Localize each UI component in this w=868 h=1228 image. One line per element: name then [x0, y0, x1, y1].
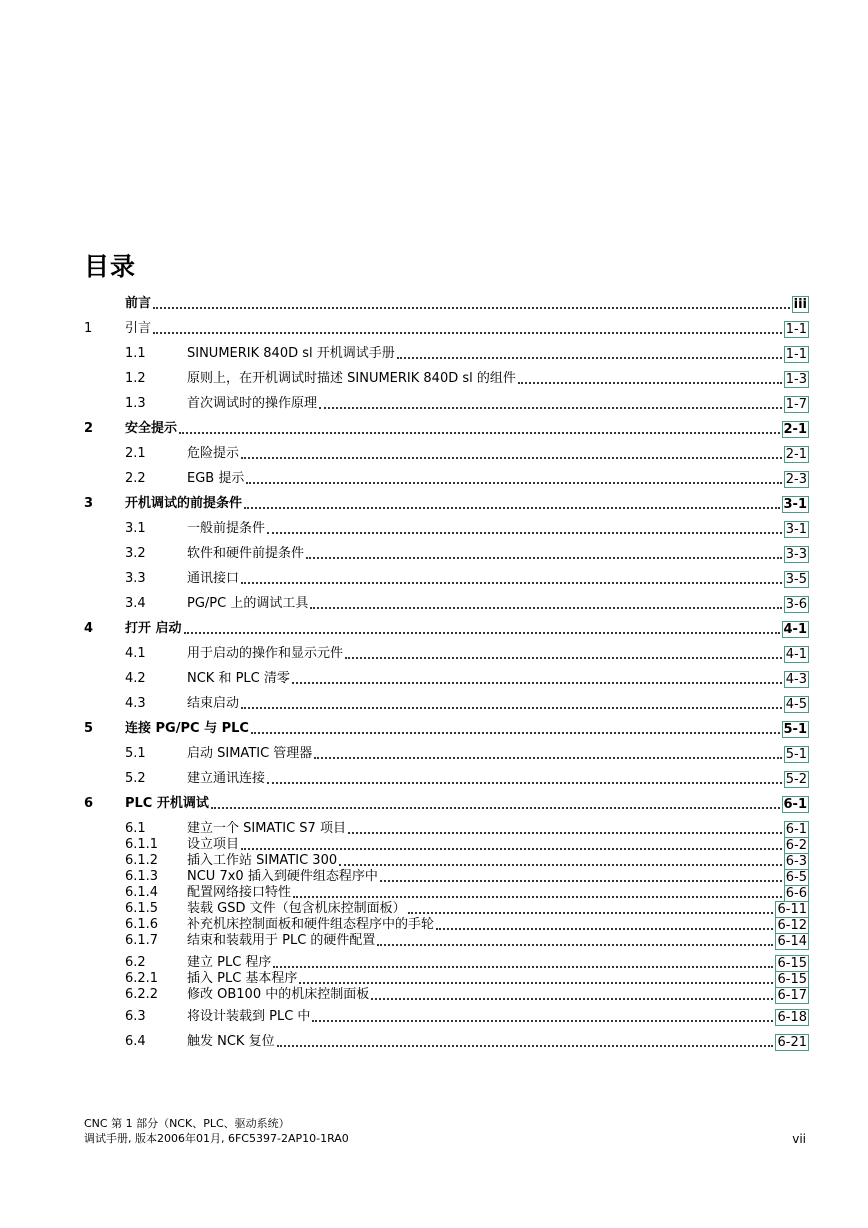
- toc-entry-number: 3: [84, 496, 94, 511]
- toc-entry-title[interactable]: 装载 GSD 文件（包含机床控制面板）: [187, 901, 406, 916]
- dot-leader: [293, 896, 782, 898]
- toc-entry[interactable]: [84, 313, 809, 338]
- toc-entry-title[interactable]: 触发 NCK 复位: [187, 1034, 275, 1049]
- toc-entry[interactable]: [84, 663, 809, 688]
- toc-entry-number: 3.1: [125, 521, 146, 536]
- dot-leader: [153, 332, 782, 334]
- toc-page-link[interactable]: 6-3: [785, 854, 807, 869]
- toc-entry[interactable]: [84, 934, 809, 950]
- toc-page-link[interactable]: 2-3: [785, 472, 807, 487]
- toc-entry[interactable]: [84, 902, 809, 918]
- toc-entry[interactable]: [84, 950, 809, 972]
- toc-entry[interactable]: [84, 988, 809, 1004]
- toc-entry-number: 4.1: [125, 646, 146, 661]
- toc-page-link[interactable]: 5-2: [785, 772, 807, 787]
- dot-leader: [251, 732, 780, 734]
- dot-leader: [306, 557, 782, 559]
- footer-page-number: vii: [792, 1132, 806, 1146]
- toc-entry[interactable]: [84, 638, 809, 663]
- dot-leader: [436, 928, 773, 930]
- toc-page-link[interactable]: 1-1: [785, 322, 807, 337]
- toc-entry-title[interactable]: PG/PC 上的调试工具: [187, 596, 309, 611]
- toc-entry-title[interactable]: 设立项目: [187, 837, 240, 852]
- toc-entry-number: 6.1.5: [125, 901, 159, 916]
- toc-page-link[interactable]: 3-1: [783, 497, 807, 512]
- toc-entry[interactable]: [84, 838, 809, 854]
- toc-entry-number: 6.1.1: [125, 837, 159, 852]
- toc-entry-title[interactable]: NCU 7x0 插入到硬件组态程序中: [187, 869, 378, 884]
- dot-leader: [184, 632, 780, 634]
- toc-entry[interactable]: [84, 788, 809, 813]
- toc-page-link[interactable]: 6-15: [777, 972, 807, 987]
- toc-entry-number: 4.2: [125, 671, 146, 686]
- toc-entry-title[interactable]: 开机调试的前提条件: [125, 496, 243, 511]
- toc-entry-title[interactable]: 建立通讯连接: [187, 771, 266, 786]
- toc-entry[interactable]: [84, 854, 809, 870]
- page-title: 目录: [84, 252, 137, 281]
- toc-entry[interactable]: [84, 563, 809, 588]
- footer-line-2: 调试手册, 版本2006年01月, 6FC5397-2AP10-1RA0: [84, 1132, 349, 1145]
- toc-page-link[interactable]: iii: [793, 297, 807, 312]
- toc-entry[interactable]: [84, 463, 809, 488]
- dot-leader: [339, 864, 782, 866]
- toc-entry[interactable]: [84, 972, 809, 988]
- toc-entry[interactable]: [84, 538, 809, 563]
- dot-leader: [246, 482, 781, 484]
- toc-entry-title[interactable]: 补充机床控制面板和硬件组态程序中的手轮: [187, 917, 435, 932]
- toc-entry-number: 2.2: [125, 471, 146, 486]
- toc-page-link[interactable]: 1-1: [785, 347, 807, 362]
- dot-leader: [380, 880, 782, 882]
- toc-page-link[interactable]: 5-1: [783, 722, 807, 737]
- toc-entry-title[interactable]: PLC 开机调试: [125, 796, 209, 811]
- toc-entry[interactable]: [84, 613, 809, 638]
- toc-entry-title[interactable]: 引言: [125, 321, 152, 336]
- toc-entry-title[interactable]: 插入工作站 SIMATIC 300: [187, 853, 338, 868]
- toc-entry-title[interactable]: 修改 OB100 中的机床控制面板: [187, 987, 370, 1002]
- toc-entry[interactable]: [84, 1004, 809, 1026]
- toc-page-link[interactable]: 1-3: [785, 372, 807, 387]
- dot-leader: [241, 582, 782, 584]
- dot-leader: [241, 457, 782, 459]
- toc-entry-number: 6.1.3: [125, 869, 159, 884]
- toc-page-link[interactable]: 6-5: [785, 870, 807, 885]
- dot-leader: [241, 848, 782, 850]
- dot-leader: [267, 532, 782, 534]
- dot-leader: [211, 807, 780, 809]
- toc-page-link[interactable]: 3-3: [785, 547, 807, 562]
- dot-leader: [319, 407, 782, 409]
- toc-page-link[interactable]: 2-1: [785, 447, 807, 462]
- toc-entry-number: 6.2.2: [125, 987, 159, 1002]
- dot-leader: [241, 707, 782, 709]
- toc-entry-title[interactable]: 配置网络接口特性: [187, 885, 292, 900]
- toc-page-link[interactable]: 5-1: [785, 747, 807, 762]
- toc-page-link[interactable]: 6-1: [783, 797, 807, 812]
- toc-entry-number: 1.3: [125, 396, 146, 411]
- dot-leader: [408, 912, 774, 914]
- toc-page-link[interactable]: 2-1: [783, 422, 807, 437]
- toc-entry[interactable]: [84, 713, 809, 738]
- toc-page-link[interactable]: 6-14: [777, 934, 807, 949]
- toc-entry-number: 1: [84, 321, 93, 336]
- toc-page-link[interactable]: 3-5: [785, 572, 807, 587]
- toc-entry-number: 2: [84, 421, 94, 436]
- toc-entry-title[interactable]: 插入 PLC 基本程序: [187, 971, 298, 986]
- toc-entry-number: 6.1.2: [125, 853, 159, 868]
- toc-page-link[interactable]: 1-7: [785, 397, 807, 412]
- toc-entry-number: 6.4: [125, 1034, 146, 1049]
- dot-leader: [371, 998, 773, 1000]
- footer: [84, 1116, 349, 1146]
- toc-entry-number: 6.2.1: [125, 971, 159, 986]
- toc-entry-title[interactable]: 结束和装载用于 PLC 的硬件配置: [187, 933, 376, 948]
- toc-page-link[interactable]: 6-6: [785, 886, 807, 901]
- toc-entry-title[interactable]: 原则上，在开机调试时描述 SINUMERIK 840D sl 的组件: [187, 371, 516, 386]
- toc-page-link[interactable]: 6-1: [785, 822, 807, 837]
- footer-line-1: CNC 第 1 部分（NCK、PLC、驱动系统）: [84, 1117, 290, 1130]
- dot-leader: [314, 757, 781, 759]
- toc-page-link[interactable]: 4-3: [785, 672, 807, 687]
- toc-page-link[interactable]: 6-18: [777, 1010, 807, 1025]
- toc-page-link[interactable]: 3-6: [785, 597, 807, 612]
- toc-entry-title[interactable]: 打开 启动: [125, 621, 182, 636]
- toc-entry-title[interactable]: 用于启动的操作和显示元件: [187, 646, 344, 661]
- toc-entry-title[interactable]: 通讯接口: [187, 571, 240, 586]
- dot-leader: [277, 1045, 774, 1047]
- toc-entry[interactable]: [84, 363, 809, 388]
- toc-entry-title[interactable]: 首次调试时的操作原理: [187, 396, 318, 411]
- toc-entry-title[interactable]: EGB 提示: [187, 471, 245, 486]
- toc-entry[interactable]: [84, 918, 809, 934]
- dot-leader: [397, 357, 782, 359]
- toc-entry[interactable]: [84, 388, 809, 413]
- toc-entry-number: 1.2: [125, 371, 146, 386]
- toc-entry-title[interactable]: 将设计装载到 PLC 中: [187, 1009, 311, 1024]
- dot-leader: [312, 1020, 773, 1022]
- toc-entry-number: 3.4: [125, 596, 146, 611]
- dot-leader: [153, 307, 790, 309]
- toc-entry-number: 6: [84, 796, 94, 811]
- toc-entry-number: 6.2: [125, 955, 146, 970]
- toc-entry-number: 5.1: [125, 746, 146, 761]
- toc-entry[interactable]: [84, 438, 809, 463]
- dot-leader: [244, 507, 779, 509]
- toc-entry[interactable]: [84, 288, 809, 313]
- toc-page-link[interactable]: 6-15: [777, 956, 807, 971]
- dot-leader: [377, 944, 773, 946]
- toc-entry-title[interactable]: 前言: [125, 296, 152, 311]
- toc-entry[interactable]: [84, 813, 809, 838]
- toc-entry[interactable]: [84, 886, 809, 902]
- toc-page-link[interactable]: 3-1: [785, 522, 807, 537]
- toc-entry-title[interactable]: 安全提示: [125, 421, 178, 436]
- toc-entry-title[interactable]: 软件和硬件前提条件: [187, 546, 305, 561]
- toc-entry[interactable]: [84, 688, 809, 713]
- toc-entry-number: 3.3: [125, 571, 146, 586]
- toc-entry-number: 6.1: [125, 821, 146, 836]
- toc-entry[interactable]: [84, 513, 809, 538]
- toc-entry-title[interactable]: 结束启动: [187, 696, 240, 711]
- dot-leader: [518, 382, 782, 384]
- toc-entry[interactable]: [84, 588, 809, 613]
- toc-entry-title[interactable]: SINUMERIK 840D sl 开机调试手册: [187, 346, 395, 361]
- toc-entry-number: 5.2: [125, 771, 146, 786]
- toc-entry[interactable]: [84, 1026, 809, 1051]
- toc-entry-number: 4.3: [125, 696, 146, 711]
- toc-entry-number: 2.1: [125, 446, 146, 461]
- toc-page-link[interactable]: 6-2: [785, 838, 807, 853]
- table-of-contents: [84, 288, 809, 1051]
- toc-entry-title[interactable]: 一般前提条件: [187, 521, 266, 536]
- toc-entry-title[interactable]: 建立一个 SIMATIC S7 项目: [187, 821, 346, 836]
- dot-leader: [292, 682, 782, 684]
- toc-entry[interactable]: [84, 738, 809, 763]
- toc-page-link[interactable]: 6-17: [777, 988, 807, 1003]
- toc-entry-number: 4: [84, 621, 94, 636]
- toc-entry[interactable]: [84, 338, 809, 363]
- toc-entry-title[interactable]: 启动 SIMATIC 管理器: [187, 746, 313, 761]
- toc-page-link[interactable]: 6-21: [777, 1035, 807, 1050]
- toc-entry-title[interactable]: NCK 和 PLC 清零: [187, 671, 290, 686]
- toc-entry[interactable]: [84, 763, 809, 788]
- toc-entry-number: 3.2: [125, 546, 146, 561]
- dot-leader: [299, 982, 773, 984]
- toc-entry-number: 5: [84, 721, 94, 736]
- toc-page-link[interactable]: 6-12: [777, 918, 807, 933]
- toc-entry-title[interactable]: 建立 PLC 程序: [187, 955, 272, 970]
- toc-entry-number: 6.3: [125, 1009, 146, 1024]
- toc-entry-number: 6.1.4: [125, 885, 159, 900]
- toc-entry-title[interactable]: 连接 PG/PC 与 PLC: [125, 721, 249, 736]
- dot-leader: [273, 966, 773, 968]
- toc-entry[interactable]: [84, 413, 809, 438]
- toc-entry[interactable]: [84, 870, 809, 886]
- dot-leader: [179, 432, 779, 434]
- toc-entry-number: 1.1: [125, 346, 146, 361]
- toc-page-link[interactable]: 4-5: [785, 697, 807, 712]
- dot-leader: [345, 657, 782, 659]
- dot-leader: [310, 607, 781, 609]
- toc-entry-number: 6.1.6: [125, 917, 159, 932]
- toc-page-link[interactable]: 6-11: [777, 902, 807, 917]
- toc-page-link[interactable]: 4-1: [785, 647, 807, 662]
- dot-leader: [267, 782, 782, 784]
- toc-entry-number: 6.1.7: [125, 933, 159, 948]
- toc-page-link[interactable]: 4-1: [783, 622, 807, 637]
- toc-entry-title[interactable]: 危险提示: [187, 446, 240, 461]
- toc-entry[interactable]: [84, 488, 809, 513]
- dot-leader: [348, 832, 782, 834]
